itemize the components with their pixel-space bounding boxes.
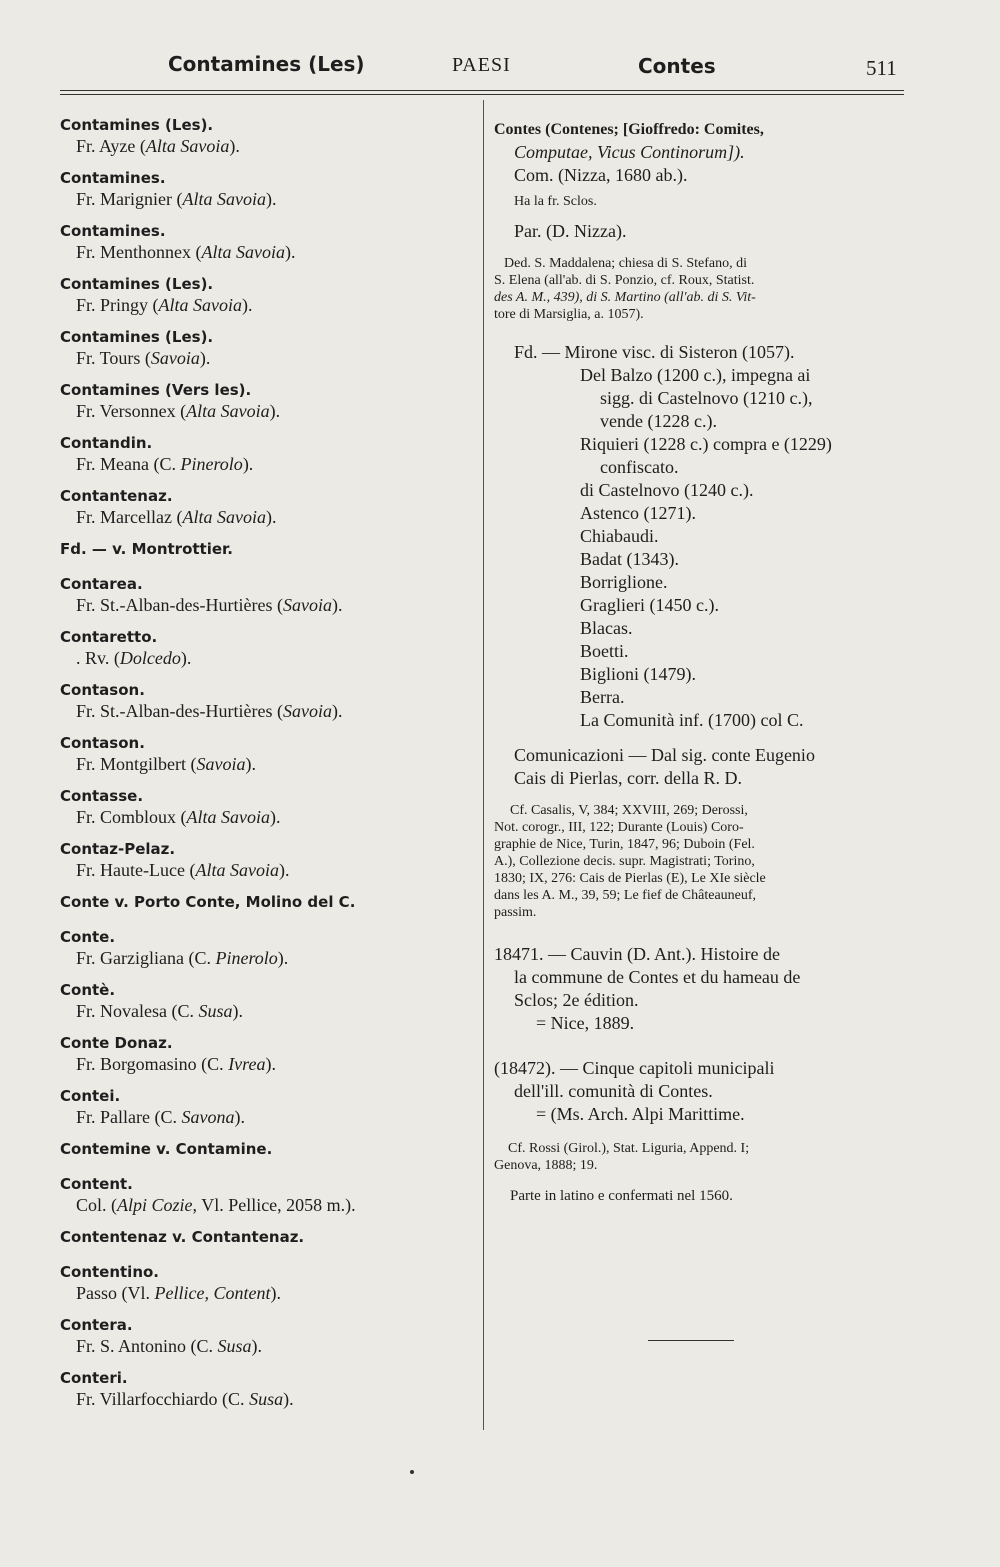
entry-location: Fr. Haute-Luce (Alta Savoia). bbox=[76, 860, 290, 880]
entry-location: Fr. Pallare (C. Savona). bbox=[76, 1107, 245, 1127]
entry-heading: Contei. bbox=[60, 1087, 121, 1105]
fd-line: Boetti. bbox=[580, 641, 629, 661]
entry-location: Fr. St.-Alban-des-Hurtières (Savoia). bbox=[76, 701, 343, 721]
entry-heading: Contason. bbox=[60, 681, 145, 699]
bibliography-18472 bbox=[494, 1057, 906, 1126]
entry-location: Fr. Versonnex (Alta Savoia). bbox=[76, 401, 281, 421]
entry-heading: Contentenaz v. Contantenaz. bbox=[60, 1228, 305, 1246]
left-column bbox=[60, 116, 475, 1422]
entry-location: Fr. St.-Alban-des-Hurtières (Savoia). bbox=[76, 595, 343, 615]
entry-heading: Fd. — v. Montrottier. bbox=[60, 540, 233, 558]
entry-location: Col. (Alpi Cozie, Vl. Pellice, 2058 m.). bbox=[76, 1195, 356, 1215]
gazetteer-entry bbox=[60, 1369, 475, 1410]
entry-heading: Contamines (Les). bbox=[60, 328, 214, 346]
gazetteer-entry bbox=[60, 1228, 475, 1247]
cf-line: Genova, 1888; 19. bbox=[494, 1158, 598, 1173]
stray-mark bbox=[410, 1470, 414, 1474]
gazetteer-entry bbox=[60, 328, 475, 369]
gazetteer-entry bbox=[60, 1263, 475, 1304]
gazetteer-entry bbox=[60, 116, 475, 157]
entry-heading: Contason. bbox=[60, 734, 145, 752]
header-rule-thin bbox=[60, 94, 904, 95]
gazetteer-entry bbox=[60, 981, 475, 1022]
entry-heading: Contaretto. bbox=[60, 628, 158, 646]
entry-heading: Conte v. Porto Conte, Molino del C. bbox=[60, 893, 356, 911]
parte-note: Parte in latino e confermati nel 1560. bbox=[510, 1188, 733, 1204]
gazetteer-entry bbox=[60, 575, 475, 616]
fd-line: Graglieri (1450 c.). bbox=[580, 595, 719, 615]
gazetteer-entry bbox=[60, 628, 475, 669]
entry-heading: Contera. bbox=[60, 1316, 133, 1334]
cf-line: dans les A. M., 39, 59; Le fief de Châteauneuf, bbox=[494, 888, 757, 903]
bib-line: 18471. — Cauvin (D. Ant.). Histoire de bbox=[494, 944, 780, 964]
entry-location: . Rv. (Dolcedo). bbox=[76, 648, 192, 668]
ded-line: des A. M., 439), di S. Martino (all'ab. di S. Vit- bbox=[494, 290, 756, 305]
comunicazioni-line: Cais di Pierlas, corr. della R. D. bbox=[514, 768, 742, 788]
entry-location: Fr. Pringy (Alta Savoia). bbox=[76, 295, 253, 315]
ha-la-line: Ha la fr. Sclos. bbox=[514, 194, 597, 209]
fd-line: Berra. bbox=[580, 687, 625, 707]
fd-line: La Comunità inf. (1700) col C. bbox=[580, 710, 804, 730]
fd-line: di Castelnovo (1240 c.). bbox=[580, 480, 754, 500]
running-head-left: Contamines (Les) bbox=[168, 52, 365, 76]
entry-heading: Content. bbox=[60, 1175, 133, 1193]
cf-rossi-block bbox=[494, 1140, 906, 1174]
fd-line: Fd. — Mirone visc. di Sisteron (1057). bbox=[514, 342, 795, 362]
entry-location: Fr. Montgilbert (Savoia). bbox=[76, 754, 256, 774]
entry-heading: Contentino. bbox=[60, 1263, 160, 1281]
cf-line: 1830; IX, 276: Cais de Pierlas (E), Le XIe siècle bbox=[494, 871, 766, 886]
bib-line: = Nice, 1889. bbox=[536, 1013, 635, 1033]
entry-heading: Contamines (Les). bbox=[60, 275, 214, 293]
cf-block bbox=[494, 802, 906, 921]
entry-heading: Contè. bbox=[60, 981, 116, 999]
gazetteer-entry bbox=[60, 928, 475, 969]
ded-line: tore di Marsiglia, a. 1057). bbox=[494, 307, 644, 322]
gazetteer-entry bbox=[60, 434, 475, 475]
running-head-right: Contes bbox=[638, 54, 716, 78]
fd-line: confiscato. bbox=[600, 457, 679, 477]
entry-location: Fr. Marignier (Alta Savoia). bbox=[76, 189, 277, 209]
end-rule bbox=[648, 1340, 734, 1341]
par-line: Par. (D. Nizza). bbox=[514, 221, 627, 241]
entry-title-line-2: Computae, Vicus Continorum]). bbox=[514, 142, 745, 162]
entry-heading: Contemine v. Contamine. bbox=[60, 1140, 273, 1158]
cf-line: Cf. Casalis, V, 384; XXVIII, 269; Derossi, bbox=[510, 803, 748, 818]
gazetteer-entry bbox=[60, 1140, 475, 1159]
right-column bbox=[494, 118, 906, 1205]
ded-block bbox=[494, 255, 906, 323]
page-number: 511 bbox=[866, 56, 897, 80]
entry-location: Fr. Novalesa (C. Susa). bbox=[76, 1001, 243, 1021]
gazetteer-entry bbox=[60, 1316, 475, 1357]
cf-line: graphie de Nice, Turin, 1847, 96; Duboin (Fel. bbox=[494, 837, 755, 852]
gazetteer-entry bbox=[60, 1175, 475, 1216]
cf-line: passim. bbox=[494, 905, 537, 920]
fd-line: Chiabaudi. bbox=[580, 526, 659, 546]
fd-block bbox=[494, 341, 906, 732]
cf-line: A.), Collezione decis. supr. Magistrati; Torino, bbox=[494, 854, 755, 869]
gazetteer-entry bbox=[60, 540, 475, 559]
column-divider bbox=[483, 100, 484, 1430]
header-rule bbox=[60, 90, 904, 91]
entry-heading: Contamines. bbox=[60, 169, 166, 187]
comunicazioni-block bbox=[494, 744, 906, 790]
entry-location: Fr. S. Antonino (C. Susa). bbox=[76, 1336, 263, 1356]
entry-heading: Contasse. bbox=[60, 787, 144, 805]
entry-location: Fr. Ayze (Alta Savoia). bbox=[76, 136, 240, 156]
bib-line: la commune de Contes et du hameau de bbox=[514, 967, 801, 987]
entry-heading: Conteri. bbox=[60, 1369, 128, 1387]
entry-location: Fr. Villarfocchiardo (C. Susa). bbox=[76, 1389, 294, 1409]
entry-location: Fr. Tours (Savoia). bbox=[76, 348, 211, 368]
com-line: Com. (Nizza, 1680 ab.). bbox=[514, 165, 688, 185]
cf-line: Not. corogr., III, 122; Durante (Louis) Coro- bbox=[494, 820, 744, 835]
running-head-center: PAESI bbox=[452, 54, 511, 76]
fd-line: vende (1228 c.). bbox=[600, 411, 717, 431]
entry-location: Fr. Garzigliana (C. Pinerolo). bbox=[76, 948, 289, 968]
entry-heading: Contandin. bbox=[60, 434, 153, 452]
gazetteer-entry bbox=[60, 1034, 475, 1075]
entry-location: Fr. Combloux (Alta Savoia). bbox=[76, 807, 281, 827]
bib-line: (18472). — Cinque capitoli municipali bbox=[494, 1058, 775, 1078]
bibliography-18471 bbox=[494, 943, 906, 1035]
gazetteer-entry bbox=[60, 169, 475, 210]
fd-line: Borriglione. bbox=[580, 572, 668, 592]
comunicazioni-line: Comunicazioni — Dal sig. conte Eugenio bbox=[514, 745, 815, 765]
gazetteer-entry bbox=[60, 840, 475, 881]
ded-line: Ded. S. Maddalena; chiesa di S. Stefano, di bbox=[504, 256, 748, 271]
bib-line: Sclos; 2e édition. bbox=[514, 990, 639, 1010]
gazetteer-entry bbox=[60, 734, 475, 775]
fd-line: Blacas. bbox=[580, 618, 633, 638]
entry-location: Fr. Borgomasino (C. Ivrea). bbox=[76, 1054, 276, 1074]
gazetteer-entry bbox=[60, 1087, 475, 1128]
gazetteer-entry bbox=[60, 787, 475, 828]
gazetteer-entry bbox=[60, 222, 475, 263]
entry-heading: Conte Donaz. bbox=[60, 1034, 173, 1052]
fd-line: sigg. di Castelnovo (1210 c.), bbox=[600, 388, 813, 408]
bib-line: dell'ill. comunità di Contes. bbox=[514, 1081, 713, 1101]
bib-line: = (Ms. Arch. Alpi Marittime. bbox=[536, 1104, 745, 1124]
entry-location: Fr. Meana (C. Pinerolo). bbox=[76, 454, 254, 474]
fd-line: Badat (1343). bbox=[580, 549, 679, 569]
entry-location: Passo (Vl. Pellice, Content). bbox=[76, 1283, 281, 1303]
gazetteer-entry bbox=[60, 275, 475, 316]
fd-line: Riquieri (1228 c.) compra e (1229) bbox=[580, 434, 832, 454]
cf-line: Cf. Rossi (Girol.), Stat. Liguria, Append. I; bbox=[508, 1141, 750, 1156]
gazetteer-entry bbox=[60, 681, 475, 722]
gazetteer-entry bbox=[60, 487, 475, 528]
entry-heading: Contaz-Pelaz. bbox=[60, 840, 176, 858]
entry-heading: Contamines (Les). bbox=[60, 116, 214, 134]
entry-heading: Contamines. bbox=[60, 222, 166, 240]
fd-line: Del Balzo (1200 c.), impegna ai bbox=[580, 365, 811, 385]
entry-location: Fr. Marcellaz (Alta Savoia). bbox=[76, 507, 277, 527]
fd-line: Astenco (1271). bbox=[580, 503, 696, 523]
entry-heading: Contamines (Vers les). bbox=[60, 381, 252, 399]
fd-line: Biglioni (1479). bbox=[580, 664, 696, 684]
entry-location: Fr. Menthonnex (Alta Savoia). bbox=[76, 242, 296, 262]
entry-title-line-1: Contes (Contenes; [Gioffredo: Comites, bbox=[494, 121, 764, 138]
gazetteer-entry bbox=[60, 893, 475, 912]
entry-heading: Contantenaz. bbox=[60, 487, 173, 505]
entry-heading: Conte. bbox=[60, 928, 116, 946]
ded-line: S. Elena (all'ab. di S. Ponzio, cf. Roux, Statist. bbox=[494, 273, 755, 288]
gazetteer-entry bbox=[60, 381, 475, 422]
entry-heading: Contarea. bbox=[60, 575, 143, 593]
